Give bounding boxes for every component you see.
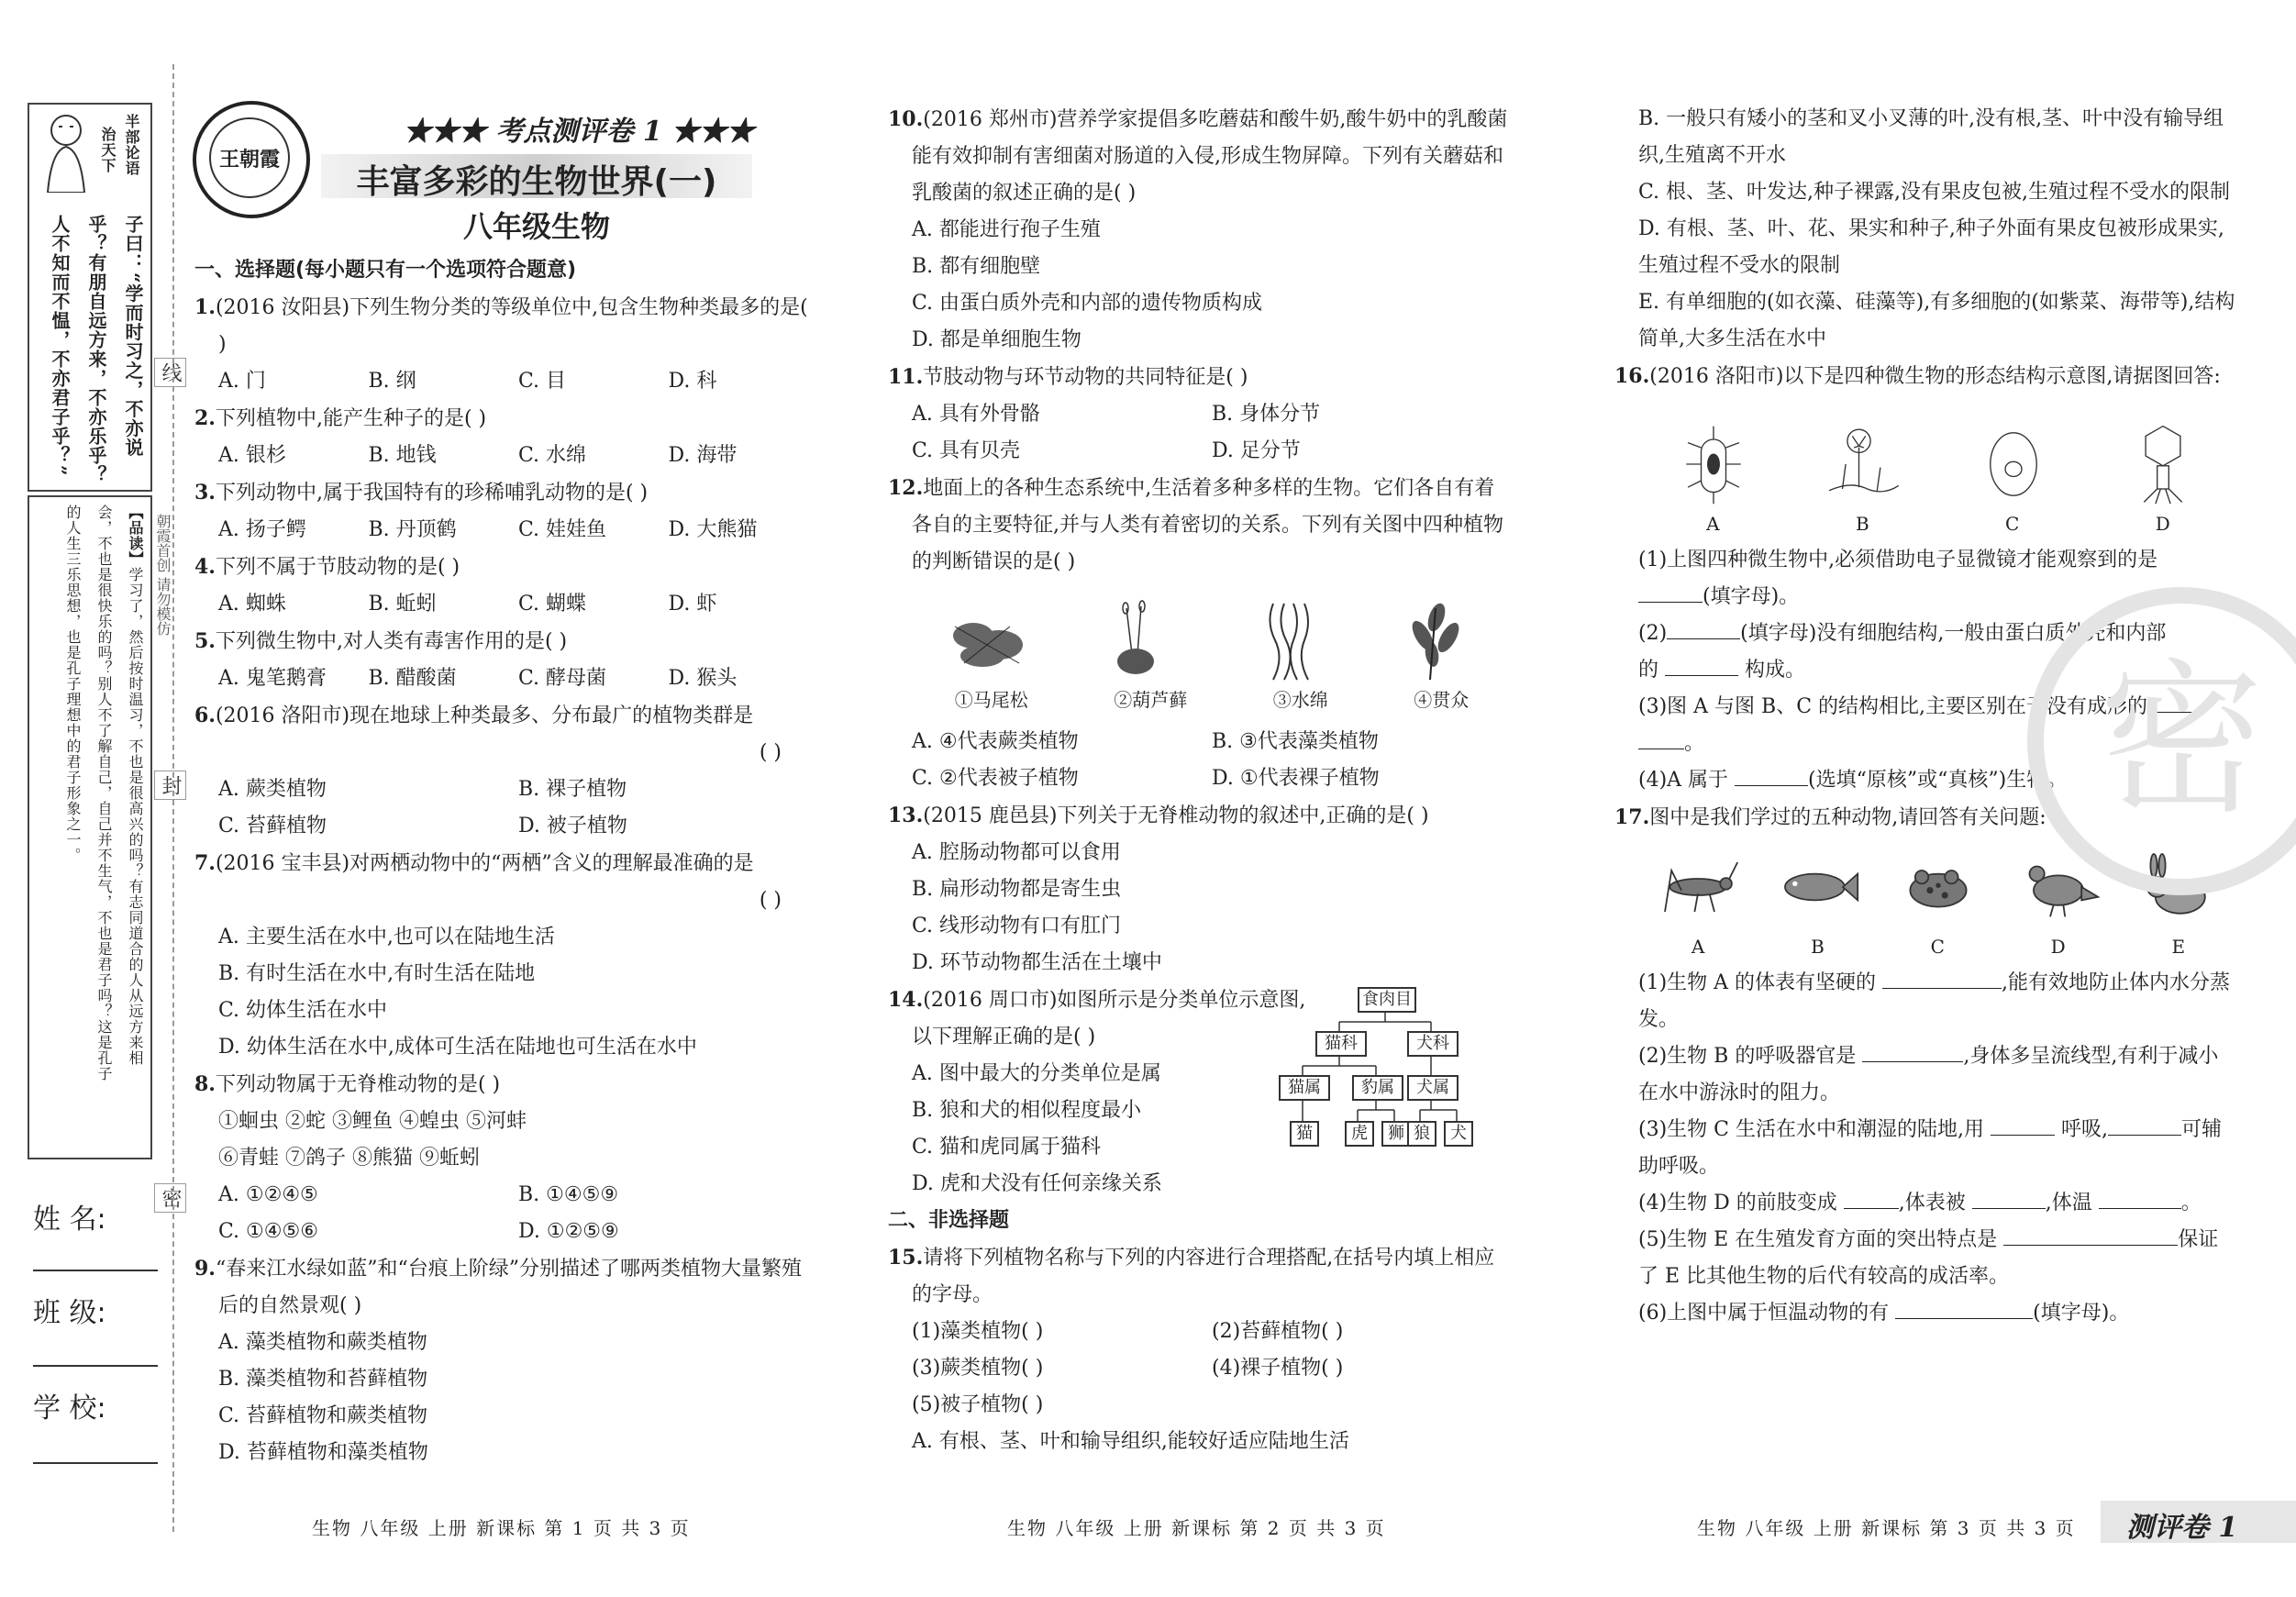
proverb-line-1: 子曰：“学而时习之，不亦说: [122, 215, 144, 458]
option[interactable]: D. 足分节: [1212, 439, 1301, 462]
answer-paren[interactable]: ( ): [759, 741, 782, 764]
option[interactable]: C. 苔藓植物: [218, 815, 327, 837]
option[interactable]: A. ①②④⑤: [218, 1183, 318, 1206]
option[interactable]: C. 酵母菌: [518, 667, 607, 690]
option[interactable]: B. 醋酸菌: [368, 667, 457, 690]
tree-species: 狮: [1381, 1121, 1411, 1147]
option[interactable]: A. 蕨类植物: [218, 778, 327, 801]
plant-images: [888, 581, 1512, 682]
proverb-line-2: 乎？有朋自远方来，不亦乐乎？: [85, 215, 107, 484]
column-2: [888, 101, 1512, 1460]
option[interactable]: A. 腔肠动物都可以食用: [912, 841, 1121, 864]
sub-question: (1)生物 A 的体表有坚硬的 ,能有效地防止体内水分蒸发。: [1638, 971, 2231, 1031]
option[interactable]: C. 猫和虎同属于猫科: [912, 1136, 1102, 1159]
answer-blank[interactable]: [1638, 602, 1703, 603]
match-option-e: E. 有单细胞的(如衣藻、硅藻等),有多细胞的(如紫菜、海带等),结构简单,大多生活在水中: [1638, 291, 2235, 350]
question-12: 12.地面上的各种生态系统中,生活着多种多样的生物。它们各自有着各自的主要特征,并与人类有着密切的关系。下列有关图中四种植物的判断错误的是( ) ①马尾松 ②葫芦藓 ③水绵 ④贯众 A. ④代表蕨类植物 B. ③代表藻类植物 C. ②代表被子植物 D. ①代表裸子植物: [888, 470, 1512, 797]
name-field[interactable]: [33, 1270, 158, 1271]
spirogyra-image: [1246, 599, 1328, 682]
frog-image: [1897, 846, 1980, 928]
option[interactable]: D. ①②⑤⑨: [518, 1220, 619, 1243]
name-label: 姓 名:: [33, 1203, 106, 1236]
option[interactable]: D. 科: [668, 370, 717, 393]
match-item[interactable]: (4)裸子植物( ): [1212, 1357, 1344, 1380]
microbe-label: A: [1706, 513, 1720, 535]
tree-species: 狼: [1407, 1121, 1436, 1147]
mold-image: [1822, 423, 1904, 505]
option[interactable]: D. 海带: [668, 444, 738, 467]
plant-label: ①马尾松: [954, 689, 1028, 711]
option[interactable]: C. 幼体生活在水中: [218, 999, 388, 1022]
option[interactable]: B. 丹顶鹤: [368, 518, 457, 541]
publisher-logo: [193, 101, 310, 218]
question-8: 8.下列动物属于无脊椎动物的是( ) ①蛔虫 ②蛇 ③鲤鱼 ④蝗虫 ⑤河蚌 ⑥青蛙 ⑦鸽子 ⑧熊猫 ⑨蚯蚓 A. ①②④⑤ B. ①④⑤⑨ C. ①④⑤⑥ D. ①②⑤⑨: [194, 1066, 818, 1250]
tree-family-dog: 犬科: [1407, 1031, 1459, 1057]
virus-image: [2122, 423, 2204, 505]
match-item[interactable]: (2)苔藓植物( ): [1212, 1320, 1344, 1343]
animal-list-2: ⑥青蛙 ⑦鸽子 ⑧熊猫 ⑨蚯蚓: [218, 1147, 480, 1170]
tree-species: 猫: [1290, 1121, 1319, 1147]
answer-blank[interactable]: [1862, 1061, 1963, 1062]
animal-label: C: [1930, 936, 1945, 958]
proverb-head-2: 治天下: [99, 127, 116, 173]
option[interactable]: A. 门: [218, 370, 266, 393]
proverb-box: [28, 103, 152, 492]
sub-question: (6)上图中属于恒温动物的有 (填字母)。: [1638, 1302, 2130, 1325]
sub-question: 的 构成。: [1638, 659, 1806, 682]
question-6: 6.(2016 洛阳市)现在地球上种类最多、分布最广的植物类群是 ( ) A. 蕨类植物 B. 裸子植物 C. 苔藓植物 D. 被子植物: [194, 697, 818, 845]
animal-label: A: [1691, 936, 1705, 958]
option[interactable]: A. 主要生活在水中,也可以在陆地生活: [218, 926, 555, 948]
sub-question: (1)上图四种微生物中,必须借助电子显微镜才能观察到的是: [1638, 549, 2158, 571]
question-15: 15.请将下列植物名称与下列的内容进行合理搭配,在括号内填上相应的字母。 (1)藻类植物( ) (2)苔藓植物( ) (3)蕨类植物( ) (4)裸子植物( ) (5)被子植物( ) A. 有根、茎、叶和输导组织,能较好适应陆地生活: [888, 1239, 1512, 1460]
match-option-b: B. 一般只有矮小的茎和叉小叉薄的叶,没有根,茎、叶中没有输导组织,生殖离不开水: [1638, 107, 2224, 167]
tree-species: 虎: [1345, 1121, 1374, 1147]
section-heading-1: 一、选择题(每小题只有一个选项符合题意): [194, 259, 577, 282]
tree-genus-felis: 猫属: [1279, 1075, 1330, 1101]
seal-mark-line: 线: [154, 358, 186, 387]
side-label: 朝霞首创 请勿模仿: [154, 514, 172, 637]
option[interactable]: D. ①代表裸子植物: [1212, 767, 1380, 790]
binding-margin: [0, 0, 182, 1597]
moss-image: [1095, 599, 1178, 682]
question-9: 9.“春来江水绿如蓝”和“台痕上阶绿”分别描述了哪两类植物大量繁殖后的自然景观( ) A. 藻类植物和蕨类植物 B. 藻类植物和苔藓植物 C. 苔藓植物和蕨类植物 D. 苔藓植物和藻类植物: [194, 1250, 818, 1471]
bacterium-image: [1672, 423, 1755, 505]
school-label: 学 校:: [33, 1392, 106, 1425]
option[interactable]: C. 具有贝壳: [912, 439, 1021, 462]
match-option-d: D. 有根、茎、叶、花、果实和种子,种子外面有果皮包被形成果实,生殖过程不受水的限制: [1638, 217, 2224, 277]
answer-blank[interactable]: [1735, 785, 1808, 786]
footer-page-2: 生物 八年级 上册 新课标 第 2 页 共 3 页: [1007, 1517, 1386, 1539]
comment-line-2: 会，不也是很快乐的吗？别人不了解自己，自己并不生气，不也是君子吗？这是孔子: [95, 505, 113, 1081]
question-2: 2.下列植物中,能产生种子的是( ) A. 银杉 B. 地钱 C. 水绵 D. 海带: [194, 400, 818, 474]
microbe-label: B: [1855, 513, 1869, 535]
sub-question: (5)生物 E 在生殖发育方面的突出特点是 保证了 E 比其他生物的后代有较高的成活率。: [1638, 1228, 2219, 1288]
column-1: [194, 252, 818, 1471]
sub-question: (填字母)。: [1614, 579, 2238, 616]
animal-label: E: [2171, 936, 2186, 958]
option[interactable]: D. 苔藓植物和藻类植物: [218, 1441, 428, 1464]
page-title: 丰富多彩的生物世界(一): [356, 163, 717, 201]
question-17: 17.图中是我们学过的五种动物,请回答有关问题: A B C D E (1)生物 A 的体表有坚硬的 ,能有效地防止体内水分蒸发。 (2)生物 B 的呼吸器官是 ,身体多呈流线型,有利于减小在水中游泳时的阻力。 (3)生物 C 生活在水中和潮湿的陆地,用 呼吸, 可辅助呼吸。 (4)生物 D 的前肢变成 ,体表被 ,体温 。 (5)生物 E 在生殖发育方面的突出特点是 保证了 E 比其他生物的后代有较高的成活率。 (6)上图中属于恒温动物的有 (填字母)。: [1614, 799, 2238, 1332]
classification-diagram: [1273, 985, 1493, 1150]
fish-image: [1777, 846, 1859, 928]
option[interactable]: A. 鬼笔鹅膏: [218, 667, 327, 690]
class-field[interactable]: [33, 1365, 158, 1367]
proverb-head: 半部论语: [123, 114, 140, 176]
match-option-c: C. 根、茎、叶发达,种子裸露,没有果皮包被,生殖过程不受水的限制: [1638, 181, 2231, 204]
option[interactable]: C. 由蛋白质外壳和内部的遗传物质构成: [912, 292, 1263, 315]
answer-blank[interactable]: [1882, 988, 2002, 989]
option[interactable]: A. 具有外骨骼: [912, 403, 1040, 426]
option[interactable]: C. 线形动物有口有肛门: [912, 915, 1122, 937]
option[interactable]: A. 银杉: [218, 444, 286, 467]
footer-badge-text: 测评卷 1: [2126, 1512, 2238, 1544]
answer-blank[interactable]: [1991, 1135, 2055, 1136]
animal-label: B: [1811, 936, 1825, 958]
option[interactable]: C. 娃娃鱼: [518, 518, 607, 541]
option[interactable]: C. ②代表被子植物: [912, 767, 1079, 790]
question-7: 7.(2016 宝丰县)对两栖动物中的“两栖”含义的理解最准确的是 ( ) A. 主要生活在水中,也可以在陆地生活 B. 有时生活在水中,有时生活在陆地 C. 幼体生活在水中 D. 幼体生活在水中,成体可生活在陆地也可生活在水中: [194, 845, 818, 1066]
match-item[interactable]: (5)被子植物( ): [912, 1393, 1044, 1416]
option[interactable]: B. 狼和犬的相似程度最小: [912, 1099, 1142, 1122]
match-option-a: A. 有根、茎、叶和输导组织,能较好适应陆地生活: [912, 1430, 1349, 1453]
pine-image: [946, 599, 1028, 682]
option[interactable]: A. 图中最大的分类单位是属: [912, 1062, 1161, 1085]
question-1: 1.(2016 汝阳县)下列生物分类的等级单位中,包含生物种类最多的是( ) A. 门 B. 纲 C. 目 D. 科: [194, 289, 818, 400]
sub-question: (4)生物 D 的前肢变成 ,体表被 ,体温 。: [1638, 1192, 2202, 1214]
option[interactable]: B. 纲: [368, 370, 416, 393]
microbe-images: [1614, 395, 2238, 505]
option[interactable]: C. 蝴蝶: [518, 593, 587, 616]
match-item[interactable]: (1)藻类植物( ): [912, 1320, 1044, 1343]
question-11: 11.节肢动物与环节动物的共同特征是( ) A. 具有外骨骼 B. 身体分节 C. 具有贝壳 D. 足分节: [888, 359, 1512, 470]
sub-question: (3)生物 C 生活在水中和潮湿的陆地,用 呼吸, 可辅助呼吸。: [1638, 1118, 2222, 1178]
option[interactable]: A. 扬子鳄: [218, 518, 306, 541]
yeast-image: [1972, 423, 2055, 505]
question-14: 14.(2016 周口市)如图所示是分类单位示意图, 以下理解正确的是( ) A. 图中最大的分类单位是属 B. 狼和犬的相似程度最小 C. 猫和虎同属于猫科 D. 虎和犬没有任何亲缘关系 食肉目 猫科 犬科 猫属 豹属 犬属 猫 虎 狮 狼 犬: [888, 981, 1512, 1203]
plant-label: ③水绵: [1272, 689, 1328, 711]
answer-paren[interactable]: ( ): [759, 889, 782, 912]
school-field[interactable]: [33, 1462, 158, 1464]
confucius-figure-icon: [39, 110, 94, 193]
animal-list-1: ①蛔虫 ②蛇 ③鲤鱼 ④蝗虫 ⑤河蚌: [218, 1110, 527, 1133]
seal-mark-seal: 封: [154, 771, 186, 800]
comment-box: [28, 495, 152, 1159]
footer-page-3: 生物 八年级 上册 新课标 第 3 页 共 3 页: [1697, 1517, 2076, 1539]
option[interactable]: D. 虎和犬没有任何亲缘关系: [912, 1172, 1162, 1195]
fern-image: [1395, 599, 1478, 682]
option[interactable]: C. 水绵: [518, 444, 587, 467]
watermark-seal: 密: [2027, 587, 2296, 895]
fold-line: [172, 64, 174, 1532]
answer-blank[interactable]: [1844, 1208, 1899, 1209]
option[interactable]: B. 扁形动物都是寄生虫: [912, 878, 1122, 901]
option[interactable]: B. 地钱: [368, 444, 437, 467]
option[interactable]: D. 大熊猫: [668, 518, 758, 541]
tree-genus-canis: 犬属: [1407, 1075, 1459, 1101]
option[interactable]: D. 猴头: [668, 667, 738, 690]
class-label: 班 级:: [33, 1297, 106, 1329]
microbe-label: C: [2005, 513, 2020, 535]
logo-text: 王朝霞: [209, 117, 290, 198]
option[interactable]: B. ③代表藻类植物: [1212, 730, 1379, 753]
option[interactable]: D. 幼体生活在水中,成体可生活在陆地也可生活在水中: [218, 1036, 697, 1059]
comment-line-1: 【品读】学习了，然后按时温习，不也是很高兴的吗？有志同道合的人从远方来相: [127, 505, 144, 1066]
option[interactable]: A. 蜘蛛: [218, 593, 286, 616]
tree-genus-panthera: 豹属: [1352, 1075, 1403, 1101]
answer-blank[interactable]: [1665, 675, 1738, 676]
option[interactable]: D. 都是单细胞生物: [912, 328, 1081, 351]
seal-mark-secret: 密: [154, 1183, 186, 1213]
animal-label: D: [2050, 936, 2066, 958]
match-item[interactable]: (3)蕨类植物( ): [912, 1357, 1044, 1380]
answer-blank[interactable]: [2003, 1245, 2178, 1246]
tree-order: 食肉目: [1358, 987, 1416, 1013]
option[interactable]: B. 裸子植物: [518, 778, 627, 801]
answer-blank[interactable]: [2108, 1135, 2181, 1136]
option[interactable]: C. ①④⑤⑥: [218, 1220, 318, 1243]
option[interactable]: B. 有时生活在水中,有时生活在陆地: [218, 962, 536, 985]
option[interactable]: A. 都能进行孢子生殖: [912, 218, 1101, 241]
question-10: 10.(2016 郑州市)营养学家提倡多吃蘑菇和酸牛奶,酸牛奶中的乳酸菌能有效抑制有害细菌对肠道的入侵,形成生物屏障。下列有关蘑菇和乳酸菌的叙述正确的是( ) A. 都能进行孢子生殖 B. 都有细胞壁 C. 由蛋白质外壳和内部的遗传物质构成 D. 都是单细胞生物: [888, 101, 1512, 359]
sub-question: (2) (填字母)没有细胞结构,一般由蛋白质外壳和内部: [1638, 622, 2167, 645]
question-13: 13.(2015 鹿邑县)下列关于无脊椎动物的叙述中,正确的是( ) A. 腔肠动物都可以食用 B. 扁形动物都是寄生虫 C. 线形动物有口有肛门 D. 环节动物都生活在土壤中: [888, 797, 1512, 981]
section-heading-2: 二、非选择题: [888, 1209, 1010, 1232]
option[interactable]: B. 身体分节: [1212, 403, 1321, 426]
series-title: ★★★ 考点测评卷 1 ★★★: [404, 116, 755, 148]
sub-question: (3)图 A 与图 B、C 的结构相比,主要区别在于没有成形的: [1614, 689, 2238, 726]
grade-title: 八年级生物: [462, 209, 610, 244]
option[interactable]: D. 虾: [668, 593, 717, 616]
option[interactable]: C. 目: [518, 370, 567, 393]
question-stem-cont: 以下理解正确的是( ): [912, 1026, 1096, 1048]
footer-page-1: 生物 八年级 上册 新课标 第 1 页 共 3 页: [312, 1517, 691, 1539]
option[interactable]: B. 藻类植物和苔藓植物: [218, 1368, 428, 1391]
tree-species: 犬: [1444, 1121, 1473, 1147]
plant-label: ④贯众: [1414, 689, 1470, 711]
option[interactable]: B. ①④⑤⑨: [518, 1183, 619, 1206]
answer-blank[interactable]: [2099, 1208, 2181, 1209]
question-4: 4.下列不属于节肢动物的是( ) A. 蜘蛛 B. 蚯蚓 C. 蝴蝶 D. 虾: [194, 549, 818, 623]
answer-blank[interactable]: [1895, 1318, 2033, 1319]
option[interactable]: B. 蚯蚓: [368, 593, 437, 616]
comment-line-3: 的人生三乐思想，也是孔子理想中的君子形象之一。: [64, 505, 82, 863]
microbe-label: D: [2155, 513, 2170, 535]
sub-question: 。: [1614, 726, 2238, 762]
tree-family-cat: 猫科: [1315, 1031, 1367, 1057]
option[interactable]: D. 环节动物都生活在土壤中: [912, 951, 1162, 974]
option[interactable]: B. 都有细胞壁: [912, 255, 1041, 278]
option[interactable]: A. ④代表蕨类植物: [912, 730, 1079, 753]
question-16: 16.(2016 洛阳市)以下是四种微生物的形态结构示意图,请据图回答: A B C D (1)上图四种微生物中,必须借助电子显微镜才能观察到的是 (填字母)。 (2) (填字母)没有细胞结构,一般由蛋白质外壳和内部 的 构成。 (3)图 A 与图 B、C 的结构相比,主要区别在于没有成形的 。 (4)A 属于 (选填“原核”或“真核”)生物。: [1614, 358, 2238, 799]
answer-blank[interactable]: [1667, 638, 1740, 639]
answer-blank[interactable]: [1972, 1208, 2046, 1209]
proverb-line-3: 人不知而不愠，不亦君子乎？”: [49, 215, 71, 477]
question-3: 3.下列动物中,属于我国特有的珍稀哺乳动物的是( ) A. 扬子鳄 B. 丹顶鹤 C. 娃娃鱼 D. 大熊猫: [194, 474, 818, 549]
option[interactable]: C. 苔藓植物和蕨类植物: [218, 1404, 428, 1427]
question-5: 5.下列微生物中,对人类有毒害作用的是( ) A. 鬼笔鹅膏 B. 醋酸菌 C. 酵母菌 D. 猴头: [194, 623, 818, 697]
sub-question: (2)生物 B 的呼吸器官是 ,身体多呈流线型,有利于减小在水中游泳时的阻力。: [1638, 1045, 2219, 1104]
option[interactable]: A. 藻类植物和蕨类植物: [218, 1331, 427, 1354]
plant-label: ②葫芦藓: [1114, 689, 1188, 711]
option[interactable]: D. 被子植物: [518, 815, 627, 837]
sub-question: (4)A 属于 (选填“原核”或“真核”)生物。: [1638, 769, 2068, 792]
grasshopper-image: [1657, 846, 1739, 928]
